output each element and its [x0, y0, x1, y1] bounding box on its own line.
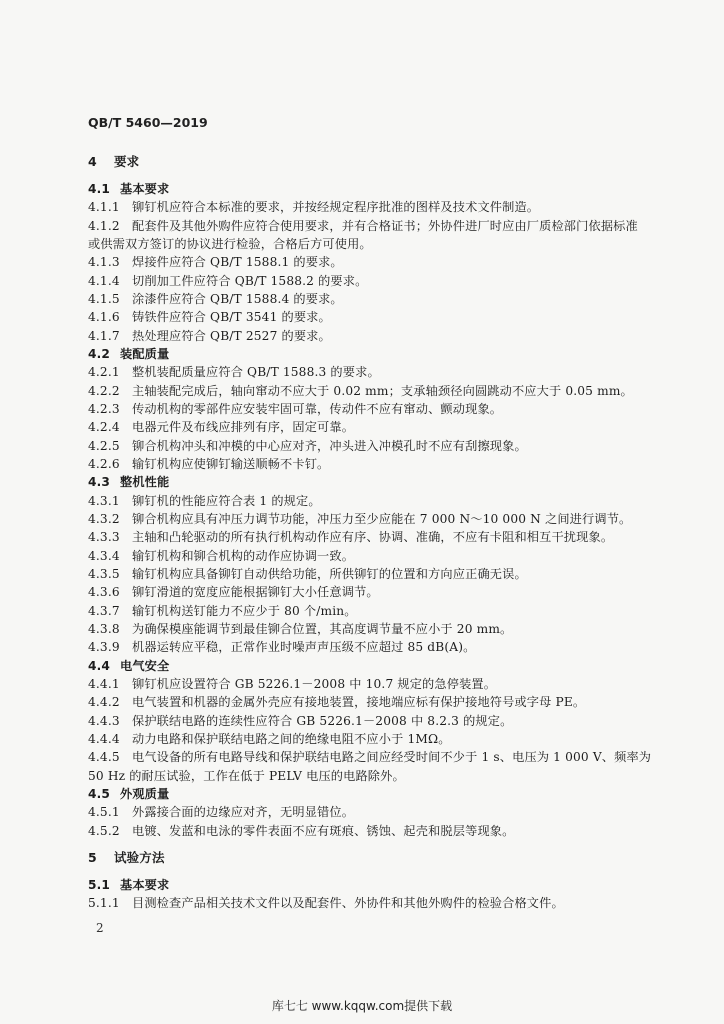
clause-4-5-2: 4.5.2 电镀、发蓝和电泳的零件表面不应有斑痕、锈蚀、起壳和脱层等现象。 — [88, 824, 515, 838]
clause-4-2-2: 4.2.2 主轴装配完成后，轴向窜动不应大于 0.02 mm；支承轴颈径向圆跳动不应大于 0.05 mm。 — [88, 384, 633, 398]
clause-4-3-5: 4.3.5 输钉机构应具备铆钉自动供给功能，所供铆钉的位置和方向应正确无误。 — [88, 567, 527, 581]
clause-4-2-5: 4.2.5 铆合机构冲头和冲模的中心应对齐，冲头进入冲模孔时不应有刮擦现象。 — [88, 439, 527, 453]
clause-4-3-7: 4.3.7 输钉机构送钉能力不应少于 80 个/min。 — [88, 604, 357, 618]
clause-4-2-6: 4.2.6 输钉机构应使铆钉输送顺畅不卡钉。 — [88, 457, 330, 471]
clause-4-4-5: 4.4.5 电气设备的所有电路导线和保护联结电路之间应经受时间不少于 1 s、电压为 1 000 V、频率为 — [88, 750, 652, 764]
clause-4-1-5: 4.1.5 涂漆件应符合 QB/T 1588.4 的要求。 — [88, 292, 343, 306]
clause-4-1-3: 4.1.3 焊接件应符合 QB/T 1588.1 的要求。 — [88, 255, 343, 269]
clause-4-2-3: 4.2.3 传动机构的零部件应安装牢固可靠，传动件不应有窜动、颤动现象。 — [88, 402, 503, 416]
page-number: 2 — [96, 921, 104, 935]
clause-4-5-1: 4.5.1 外露接合面的边缘应对齐，无明显错位。 — [88, 805, 355, 819]
subsection-heading: 4.3 整机性能 — [88, 475, 170, 489]
clause-4-2-1: 4.2.1 整机装配质量应符合 QB/T 1588.3 的要求。 — [88, 365, 380, 379]
subsection-heading: 4.5 外观质量 — [88, 787, 170, 801]
download-watermark-footer[interactable]: 库七七 www.kqqw.com提供下载 — [271, 999, 453, 1013]
subsection-heading: 4.2 装配质量 — [88, 347, 170, 361]
clause-4-4-1: 4.4.1 铆钉机应设置符合 GB 5226.1－2008 中 10.7 规定的急停装置。 — [88, 677, 497, 691]
subsection-heading: 5.1 基本要求 — [88, 878, 170, 892]
clause-4-3-6: 4.3.6 铆钉滑道的宽度应能根据铆钉大小任意调节。 — [88, 585, 379, 599]
section-heading: 5 试验方法 — [88, 850, 165, 865]
clause-4-3-1: 4.3.1 铆钉机的性能应符合表 1 的规定。 — [88, 494, 321, 508]
clause-4-4-2: 4.4.2 电气装置和机器的金属外壳应有接地装置，接地端应标有保护接地符号或字母 PE。 — [88, 695, 586, 709]
clause-4-3-2: 4.3.2 铆合机构应具有冲压力调节功能，冲压力至少应能在 7 000 N～10 000 N 之间进行调节。 — [88, 512, 632, 526]
clause-4-3-8: 4.3.8 为确保模座能调节到最佳铆合位置，其高度调节量不应小于 20 mm。 — [88, 622, 513, 636]
clause-4-4-5-cont: 50 Hz 的耐压试验，工作在低于 PELV 电压的电路除外。 — [88, 769, 405, 783]
clause-4-4-3: 4.4.3 保护联结电路的连续性应符合 GB 5226.1－2008 中 8.2.3 的规定。 — [88, 714, 513, 728]
section-heading: 4 要求 — [88, 154, 140, 169]
clause-4-3-9: 4.3.9 机器运转应平稳，正常作业时噪声声压级不应超过 85 dB(A)。 — [88, 640, 476, 654]
subsection-heading: 4.4 电气安全 — [88, 659, 170, 673]
clause-4-1-4: 4.1.4 切削加工件应符合 QB/T 1588.2 的要求。 — [88, 274, 368, 288]
standard-code: QB/T 5460—2019 — [88, 115, 208, 130]
clause-4-3-4: 4.3.4 输钉机构和铆合机构的动作应协调一致。 — [88, 549, 355, 563]
clause-4-1-6: 4.1.6 铸铁件应符合 QB/T 3541 的要求。 — [88, 310, 331, 324]
clause-4-2-4: 4.2.4 电器元件及布线应排列有序，固定可靠。 — [88, 420, 355, 434]
clause-4-1-2: 4.1.2 配套件及其他外购件应符合使用要求，并有合格证书；外协件进厂时应由厂质检部门依据标准 — [88, 219, 638, 233]
clause-5-1-1: 5.1.1 目测检查产品相关技术文件以及配套件、外协件和其他外购件的检验合格文件。 — [88, 896, 564, 910]
clause-4-1-1: 4.1.1 铆钉机应符合本标准的要求，并按经规定程序批准的图样及技术文件制造。 — [88, 200, 540, 214]
clause-4-1-2-cont: 或供需双方签订的协议进行检验，合格后方可使用。 — [88, 237, 372, 251]
clause-4-4-4: 4.4.4 动力电路和保护联结电路之间的绝缘电阻不应小于 1MΩ。 — [88, 732, 451, 746]
clause-4-1-7: 4.1.7 热处理应符合 QB/T 2527 的要求。 — [88, 329, 331, 343]
clause-4-3-3: 4.3.3 主轴和凸轮驱动的所有执行机构动作应有序、协调、准确，不应有卡阻和相互干扰现象。 — [88, 530, 614, 544]
subsection-heading: 4.1 基本要求 — [88, 182, 170, 196]
